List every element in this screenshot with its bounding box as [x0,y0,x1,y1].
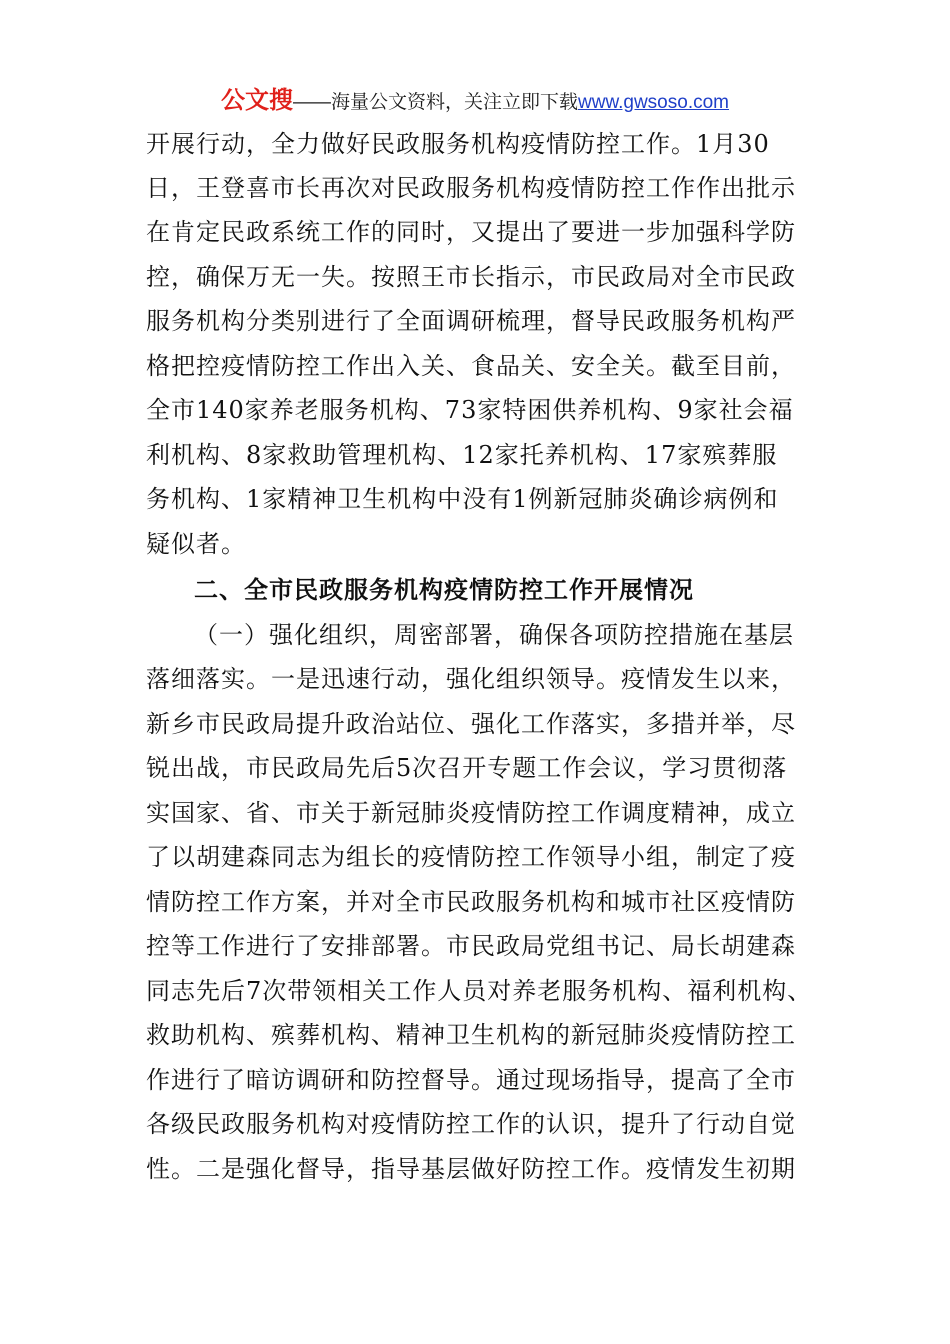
brand-logo-text[interactable]: 公文搜 [220,87,293,114]
body-line: 情防控工作方案，并对全市民政服务机构和城市社区疫情防 [146,888,796,916]
body-line: 在肯定民政系统工作的同时，又提出了要进一步加强科学防 [146,218,796,246]
body-line: 锐出战，市民政局先后5次召开专题工作会议，学习贯彻落 [146,754,788,782]
section-heading: 二、全市民政服务机构疫情防控工作开展情况 [194,576,694,604]
body-line: 利机构、8家救助管理机构、12家托养机构、17家殡葬服 [146,441,778,469]
body-line: 同志先后7次带领相关工作人员对养老服务机构、福利机构、 [146,977,813,1005]
body-line: 实国家、省、市关于新冠肺炎疫情防控工作调度精神，成立 [146,799,796,827]
body-line: 疑似者。 [146,530,246,558]
header-link[interactable]: www.gwsoso.com [578,92,729,113]
body-line: 性。二是强化督导，指导基层做好防控工作。疫情发生初期 [146,1155,796,1183]
body-line: 落细落实。一是迅速行动，强化组织领导。疫情发生以来， [146,665,796,693]
body-line: 作进行了暗访调研和防控督导。通过现场指导，提高了全市 [146,1066,796,1094]
body-line: 全市140家养老服务机构、73家特困供养机构、9家社会福 [146,396,794,424]
body-line: 控等工作进行了安排部署。市民政局党组书记、局长胡建森 [146,932,796,960]
body-line: 控，确保万无一失。按照王市长指示，市民政局对全市民政 [146,263,796,291]
body-line: 服务机构分类别进行了全面调研梳理，督导民政服务机构严 [146,307,796,335]
document-header [0,80,950,115]
body-line: （一）强化组织，周密部署，确保各项防控措施在基层 [194,621,794,649]
body-line: 务机构、1家精神卫生机构中没有1例新冠肺炎确诊病例和 [146,485,779,513]
body-line: 各级民政服务机构对疫情防控工作的认识，提升了行动自觉 [146,1110,796,1138]
body-line: 救助机构、殡葬机构、精神卫生机构的新冠肺炎疫情防控工 [146,1021,796,1049]
body-line: 了以胡建森同志为组长的疫情防控工作领导小组，制定了疫 [146,843,796,871]
body-line: 日，王登喜市长再次对民政服务机构疫情防控工作作出批示 [146,174,796,202]
body-line: 开展行动，全力做好民政服务机构疫情防控工作。1月30 [146,130,770,158]
header-tagline: ——海量公文资料，关注立即下载 [292,92,578,113]
body-line: 格把控疫情防控工作出入关、食品关、安全关。截至目前， [146,352,796,380]
body-line: 新乡市民政局提升政治站位、强化工作落实，多措并举，尽 [146,710,796,738]
